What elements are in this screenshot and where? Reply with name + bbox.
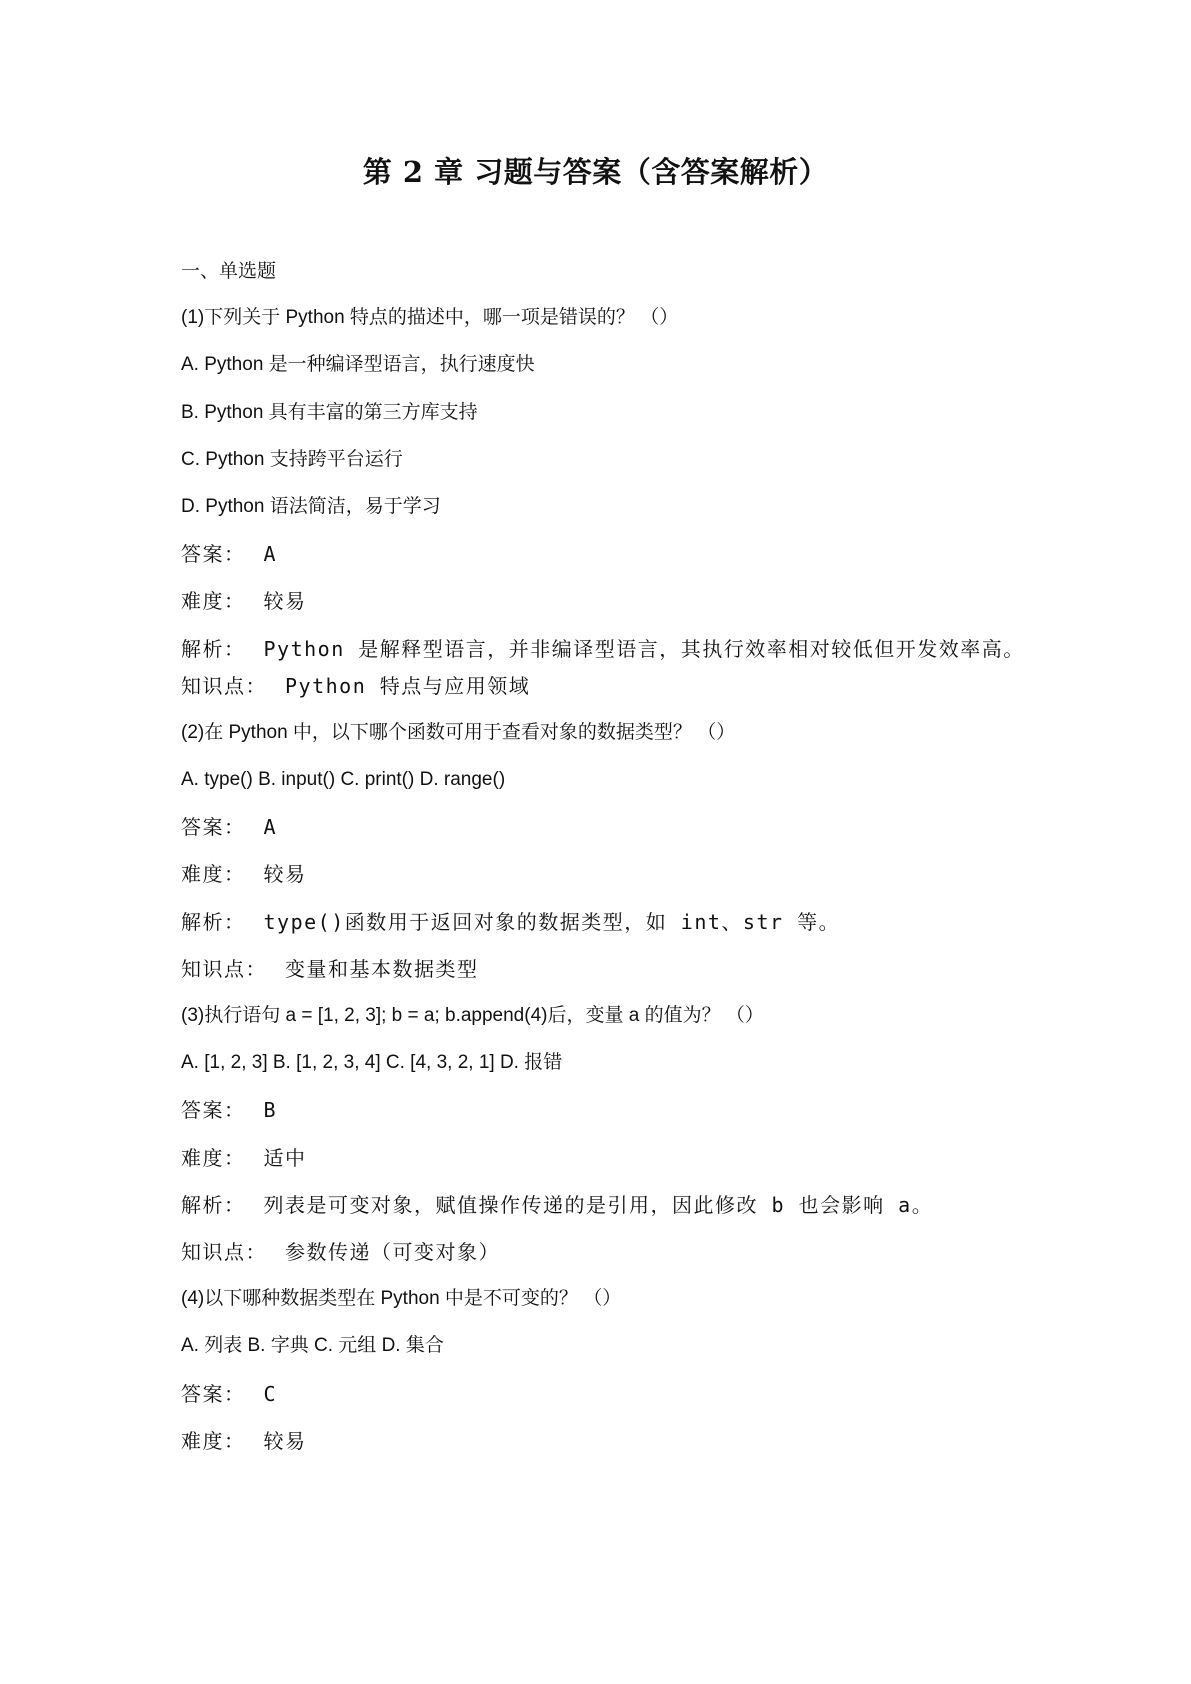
question-1-knowledge [181, 673, 1041, 720]
knowledge-text: 参数传递（可变对象） [285, 1239, 500, 1264]
knowledge-text: Python 特点与应用领域 [285, 673, 531, 698]
question-4-stem: (4)以下哪种数据类型在 Python 中是不可变的？ （） [181, 1288, 622, 1310]
difficulty-label: 难度： [181, 1428, 246, 1453]
difficulty-value: 较易 [263, 1428, 307, 1453]
question-2-options: A. type() B. input() C. print() D. range() [181, 769, 506, 791]
question-1-answer [181, 541, 1041, 588]
answer-value: A [263, 542, 278, 567]
difficulty-value: 较易 [263, 862, 307, 887]
answer-label: 答案： [181, 1098, 246, 1123]
knowledge-label: 知识点： [181, 956, 267, 981]
question-1-stem: (1)下列关于 Python 特点的描述中，哪一项是错误的？ （） [181, 307, 679, 329]
knowledge-label: 知识点： [181, 1239, 267, 1264]
knowledge-text: 变量和基本数据类型 [285, 956, 479, 981]
question-1-option-d: D. Python 语法简洁，易于学习 [181, 495, 441, 517]
analysis-text: Python 是解释型语言，并非编译型语言，其执行效率相对较低但开发效率高。 [263, 636, 1025, 661]
question-3-knowledge [181, 1239, 1041, 1286]
document-body [181, 258, 1041, 1475]
question-2-stem: (2)在 Python 中，以下哪个函数可用于查看对象的数据类型？ （） [181, 721, 736, 743]
question-3-stem: (3)执行语句 a = [1, 2, 3]; b = a; b.append(4)后，变量 a 的值为？ （） [181, 1005, 764, 1027]
answer-label: 答案： [181, 815, 246, 840]
difficulty-label: 难度： [181, 589, 246, 614]
question-2-knowledge [181, 956, 1041, 1003]
difficulty-value: 适中 [263, 1145, 307, 1170]
answer-value: B [263, 1098, 278, 1123]
analysis-text: 列表是可变对象，赋值操作传递的是引用，因此修改 b 也会影响 a。 [263, 1192, 934, 1217]
answer-value: A [263, 815, 278, 840]
analysis-label: 解析： [181, 1192, 246, 1217]
answer-label: 答案： [181, 1381, 246, 1406]
analysis-label: 解析： [181, 909, 246, 934]
question-1-option-b: B. Python 具有丰富的第三方库支持 [181, 401, 478, 423]
section-heading: 一、单选题 [181, 260, 277, 282]
question-4-difficulty [181, 1428, 1041, 1475]
question-3-difficulty [181, 1145, 1041, 1192]
question-2-answer [181, 814, 1041, 861]
knowledge-label: 知识点： [181, 673, 267, 698]
answer-value: C [263, 1381, 278, 1406]
question-3-options: A. [1, 2, 3] B. [1, 2, 3, 4] C. [4, 3, 2, 1] D. 报错 [181, 1052, 563, 1074]
question-4-options: A. 列表 B. 字典 C. 元组 D. 集合 [181, 1335, 444, 1357]
question-3-answer [181, 1097, 1041, 1144]
question-4-answer [181, 1381, 1041, 1428]
question-1-option-c: C. Python 支持跨平台运行 [181, 448, 403, 470]
difficulty-value: 较易 [263, 589, 307, 614]
question-3-analysis [181, 1192, 1041, 1239]
difficulty-label: 难度： [181, 1145, 246, 1170]
page-title: 第 2 章 习题与答案（含答案解析） [362, 155, 829, 189]
answer-label: 答案： [181, 542, 246, 567]
question-2-analysis [181, 909, 1041, 956]
difficulty-label: 难度： [181, 862, 246, 887]
analysis-label: 解析： [181, 636, 246, 661]
question-1-analysis [181, 626, 1041, 673]
analysis-text: type()函数用于返回对象的数据类型，如 int、str 等。 [263, 909, 841, 934]
question-1-option-a: A. Python 是一种编译型语言，执行速度快 [181, 354, 535, 376]
question-2-difficulty [181, 861, 1041, 908]
